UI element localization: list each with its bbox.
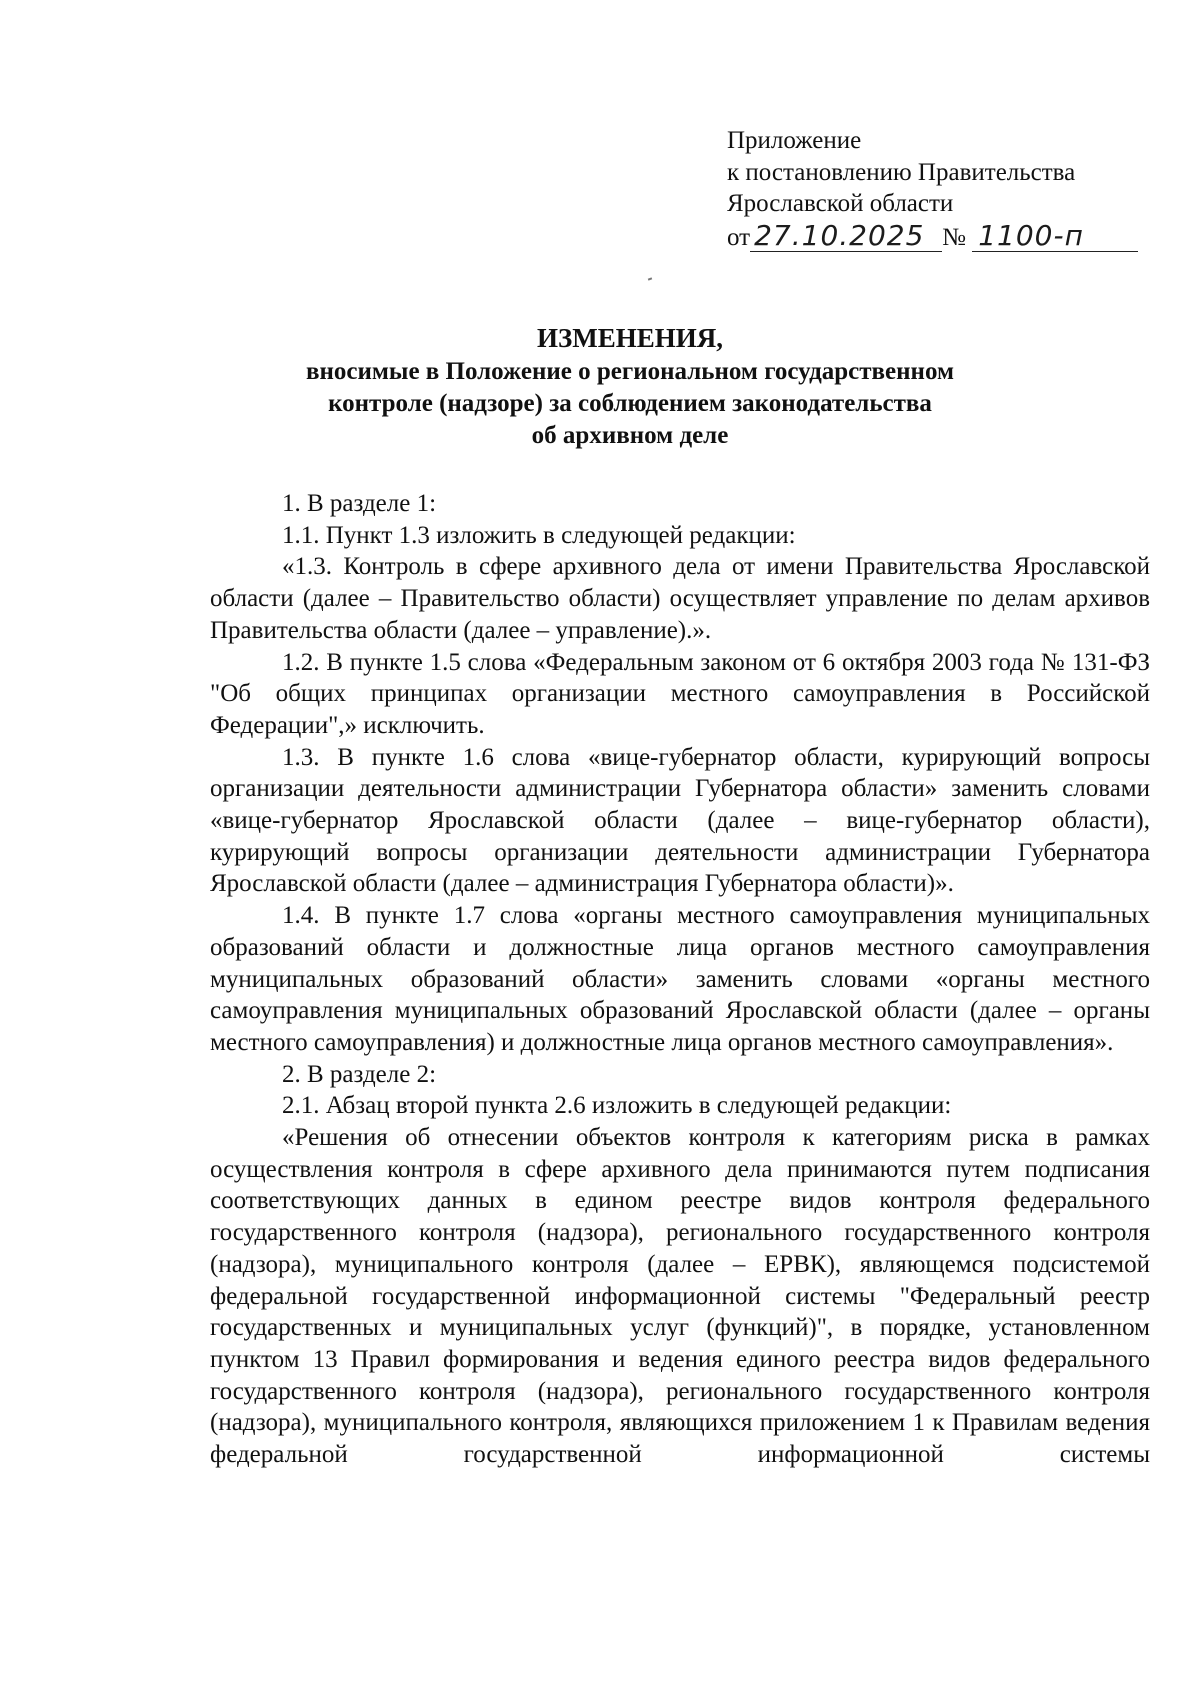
title-line-2: вносимые в Положение о региональном государственном (305, 358, 954, 385)
handwritten-number: 1100-п (972, 220, 1138, 253)
scan-speck (648, 277, 652, 280)
appendix-line-3: Ярославской области (727, 190, 954, 217)
paragraph-2-6-text: «Решения об отнесении объектов контроля к категориям риска в рамках осуществления контроля в сфере архивного дела принимаются путем подписания соответствующих данных в едином реестре видов контроля федерального государственного контроля (надзора), регионального государственного контроля (надзора), муниципального контроля (далее – ЕРВК), являющемся подсистемой федеральной государственной информационной системы "Федеральный реестр государственных и муниципальных услуг (функций)", в порядке, установленном пунктом 13 Правил формирования и ведения единого реестра видов федерального государственного контроля (надзора), регионального государственного контроля (надзора), муниципального контроля, являющихся приложением 1 к Правилам ведения федеральной государственной информационной системы (210, 1124, 1150, 1469)
title-main: ИЗМЕНЕНИЯ, (536, 323, 723, 353)
paragraph-1-3-text: «1.3. Контроль в сфере архивного дела от имени Правительства Ярославской области (далее – Правительство области) осуществляет управление по делам архивов Правительства области (далее – управление).». (210, 553, 1150, 644)
title-line-3: контроле (надзоре) за соблюдением законодательства (328, 390, 932, 417)
number-label: № (942, 223, 966, 251)
paragraph-section-1: 1. В разделе 1: (282, 490, 437, 517)
paragraph-1-3: 1.3. В пункте 1.6 слова «вице-губернатор области, курирующий вопросы организации деятельности администрации Губернатора области» заменить словами «вице-губернатор Ярославской области (далее – вице-губернатор области), курирующий вопросы организации деятельности администрации Губернатора Ярославской области (далее – администрация Губернатора области)». (210, 743, 1150, 898)
document-body (210, 488, 1150, 1471)
paragraph-1-1: 1.1. Пункт 1.3 изложить в следующей редакции: (282, 521, 796, 549)
paragraph-1-4: 1.4. В пункте 1.7 слова «органы местного самоуправления муниципальных образований области и должностные лица органов местного самоуправления муниципальных образований области» заменить словами «органы местного самоуправления муниципальных образований Ярославской области (далее – органы местного самоуправления) и должностные лица органов местного самоуправления». (210, 902, 1150, 1056)
appendix-header (727, 125, 1138, 253)
paragraph-1-2: 1.2. В пункте 1.5 слова «Федеральным законом от 6 октября 2003 года № 131-ФЗ "Об общих принципах организации местного самоуправления в Российской Федерации",» исключить. (210, 648, 1150, 739)
appendix-line-1: Приложение (727, 127, 862, 154)
appendix-line-2: к постановлению Правительства (727, 158, 1076, 186)
document-title (200, 322, 1060, 452)
from-label: от (727, 223, 751, 251)
handwritten-date: 27.10.2025 (750, 220, 942, 253)
title-line-4: об архивном деле (531, 422, 729, 449)
paragraph-2-1: 2.1. Абзац второй пункта 2.6 изложить в следующей редакции: (282, 1092, 952, 1120)
appendix-date-number-line (727, 220, 1138, 254)
paragraph-section-2: 2. В разделе 2: (282, 1060, 437, 1088)
